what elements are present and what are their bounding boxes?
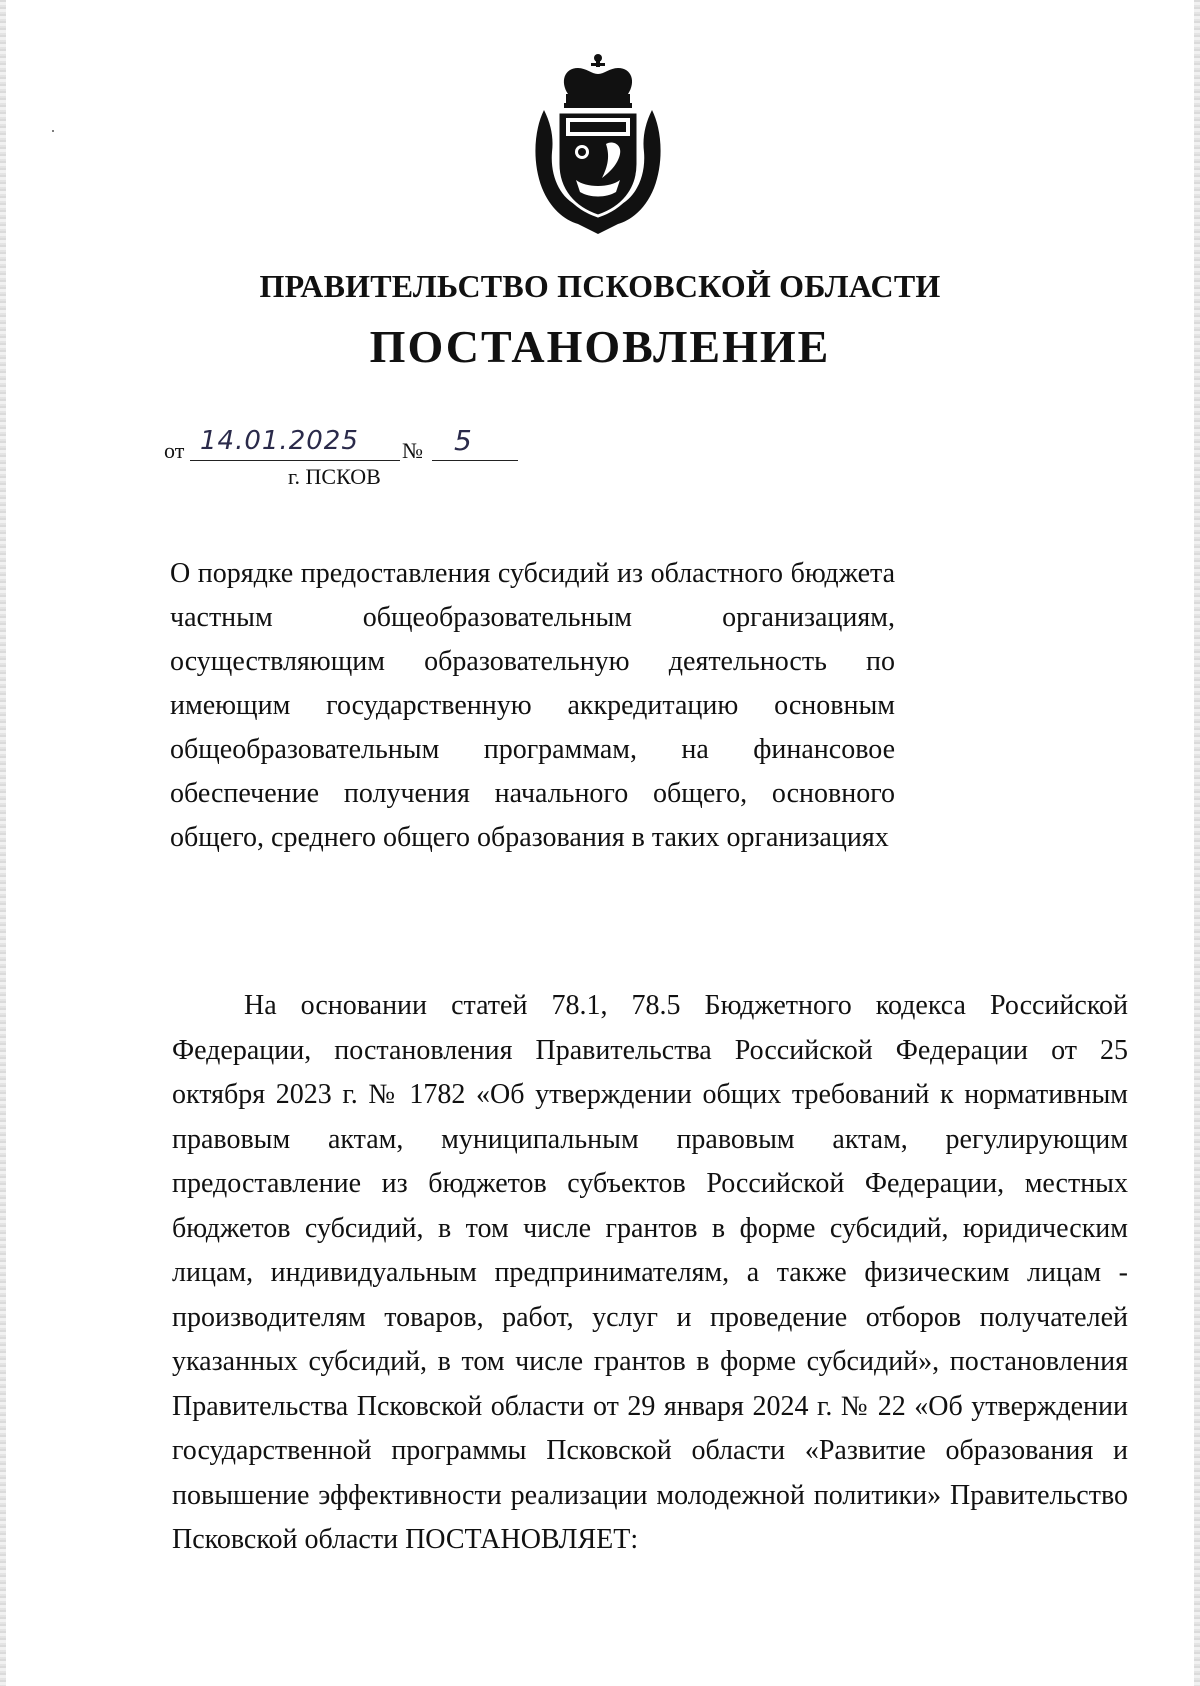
document-kind-title: ПОСТАНОВЛЕНИЕ bbox=[369, 321, 831, 372]
date-prefix-label: от bbox=[164, 438, 185, 463]
scan-edge-left bbox=[0, 0, 6, 1686]
scan-edge-right bbox=[1194, 0, 1200, 1686]
document-body-paragraph: На основании статей 78.1, 78.5 Бюджетного кодекса Российской Федерации, постановления Правительства Российской Федерации от 25 октября 2023 г. № 1782 «Об утверждении общих требований к нормативным правовым актам, муниципальным правовым актам, регулирующим предоставление из бюджетов субъектов Российской Федерации, местных бюджетов субсидий, в том числе грантов в форме субсидий, юридическим лицам, индивидуальным предпринимателям, а также физическим лицам - производителям товаров, работ, услуг и проведение отборов получателей указанных субсидий, в том числе грантов в форме субсидий», постановления Правительства Псковской области от 29 января 2024 г. № 22 «Об утверждении государственной программы Псковской области «Развитие образования и повышение эффективности реализации молодежной политики» Правительство Псковской области ПОСТАНОВЛЯЕТ: bbox=[172, 990, 1128, 1555]
scan-speck bbox=[52, 130, 54, 132]
number-underline bbox=[432, 460, 518, 461]
document-subject: О порядке предоставления субсидий из областного бюджета частным общеобразовательным организациям, осуществляющим образовательную деятельность по имеющим государственную аккредитацию основным общеобразовательным программам, на финансовое обеспечение получения начального общего, основного общего, среднего общего образования в таких организациях bbox=[170, 558, 895, 853]
document-city: г. ПСКОВ bbox=[288, 464, 381, 489]
document-date: 14.01.2025 bbox=[200, 426, 359, 456]
date-underline bbox=[190, 460, 400, 461]
government-title: ПРАВИТЕЛЬСТВО ПСКОВСКОЙ ОБЛАСТИ bbox=[259, 268, 941, 304]
document-number: 5 bbox=[454, 424, 472, 457]
number-sign-label: № bbox=[402, 438, 423, 463]
pskov-coat-of-arms-icon bbox=[530, 52, 666, 236]
